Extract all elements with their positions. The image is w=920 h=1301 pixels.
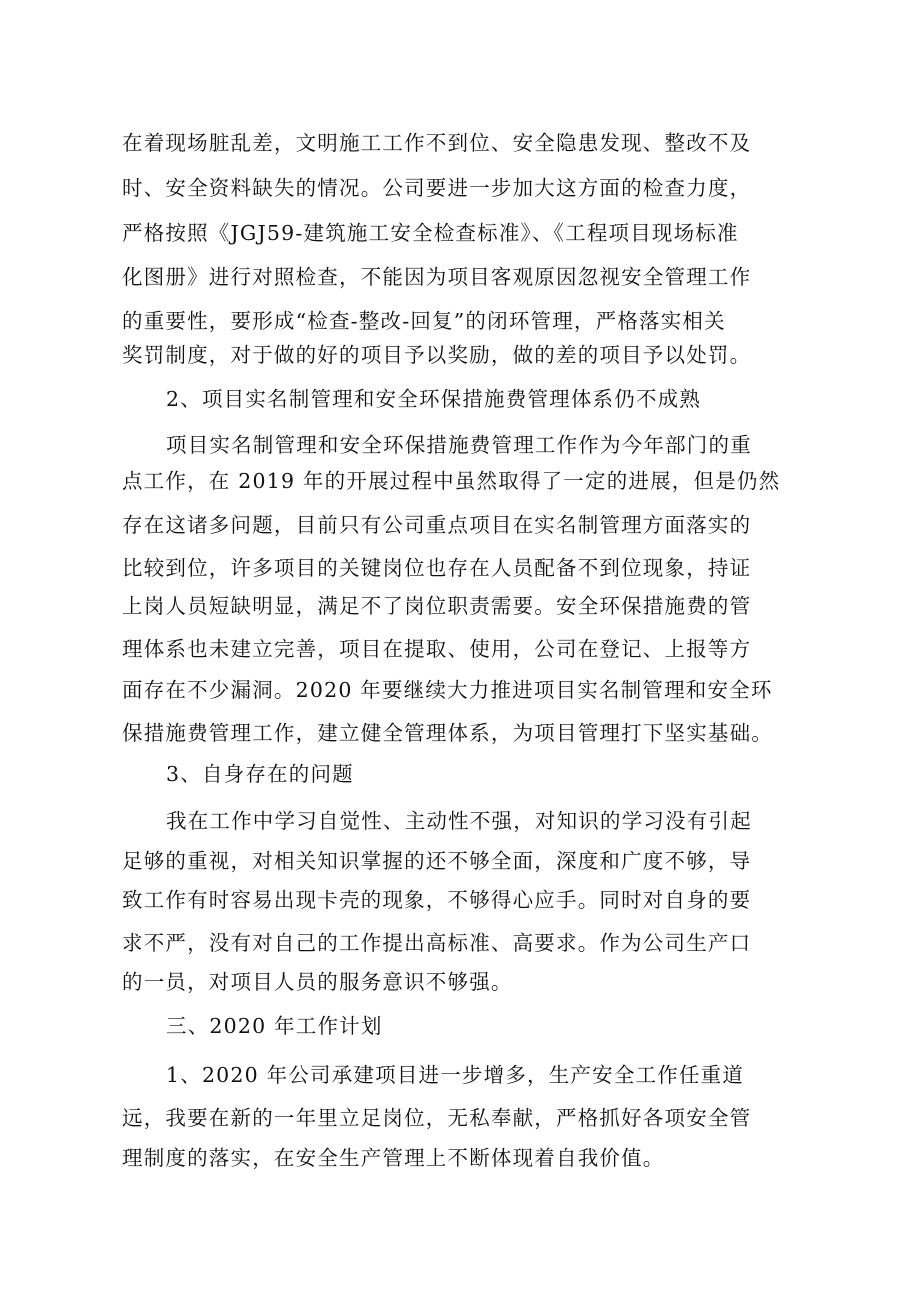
body-text-line: 足够的重视，对相关知识掌握的还不够全面，深度和广度不够，导 bbox=[122, 849, 752, 873]
body-text-line: 在着现场脏乱差，文明施工工作不到位、安全隐患发现、整改不及 bbox=[122, 131, 752, 155]
body-text-line: 面存在不少漏洞。2020 年要继续大力推进项目实名制管理和安全环 bbox=[122, 678, 773, 702]
body-text-line: 理体系也未建立完善，项目在提取、使用，公司在登记、上报等方 bbox=[122, 637, 752, 661]
body-text-line: 理制度的落实，在安全生产管理上不断体现着自我价值。 bbox=[122, 1146, 665, 1170]
body-text-line: 的一员，对项目人员的服务意识不够强。 bbox=[122, 970, 513, 994]
body-text-line: 项目实名制管理和安全环保措施费管理工作作为今年部门的重 bbox=[166, 433, 752, 457]
body-text-line: 我在工作中学习自觉性、主动性不强，对知识的学习没有引起 bbox=[166, 809, 752, 833]
body-text-line: 严格按照《JGJ59-建筑施工安全检查标准》、《工程项目现场标准 bbox=[122, 221, 739, 245]
section-heading: 三、2020 年工作计划 bbox=[166, 1014, 383, 1038]
body-text-line: 致工作有时容易出现卡壳的现象，不够得心应手。同时对自身的要 bbox=[122, 888, 752, 912]
body-text-line: 求不严，没有对自己的工作提出高标准、高要求。作为公司生产口 bbox=[122, 931, 752, 955]
body-text-line: 保措施费管理工作，建立健全管理体系，为项目管理打下坚实基础。 bbox=[122, 721, 773, 745]
section-heading: 2、项目实名制管理和安全环保措施费管理体系仍不成熟 bbox=[166, 387, 702, 411]
body-text-line: 1、2020 年公司承建项目进一步增多，生产安全工作任重道 bbox=[166, 1063, 745, 1087]
body-text-line: 时、安全资料缺失的情况。公司要进一步加大这方面的检查力度， bbox=[122, 176, 752, 200]
body-text-line: 上岗人员短缺明显，满足不了岗位职责需要。安全环保措施费的管 bbox=[122, 594, 752, 618]
body-text-line: 存在这诸多问题，目前只有公司重点项目在实名制管理方面落实的 bbox=[122, 513, 752, 537]
body-text-line: 点工作，在 2019 年的开展过程中虽然取得了一定的进展，但是仍然 bbox=[122, 469, 781, 493]
body-text-line: 化图册》进行对照检查，不能因为项目客观原因忽视安全管理工作 bbox=[122, 265, 752, 289]
body-text-line: 比较到位，许多项目的关键岗位也存在人员配备不到位现象，持证 bbox=[122, 556, 752, 580]
body-text-line: 远，我要在新的一年里立足岗位，无私奉献，严格抓好各项安全管 bbox=[122, 1106, 752, 1130]
section-heading: 3、自身存在的问题 bbox=[166, 762, 354, 786]
body-text-line: 的重要性，要形成“检查-整改-回复”的闭环管理，严格落实相关 bbox=[122, 309, 726, 333]
body-text-line: 奖罚制度，对于做的好的项目予以奖励，做的差的项目予以处罚。 bbox=[122, 343, 752, 367]
